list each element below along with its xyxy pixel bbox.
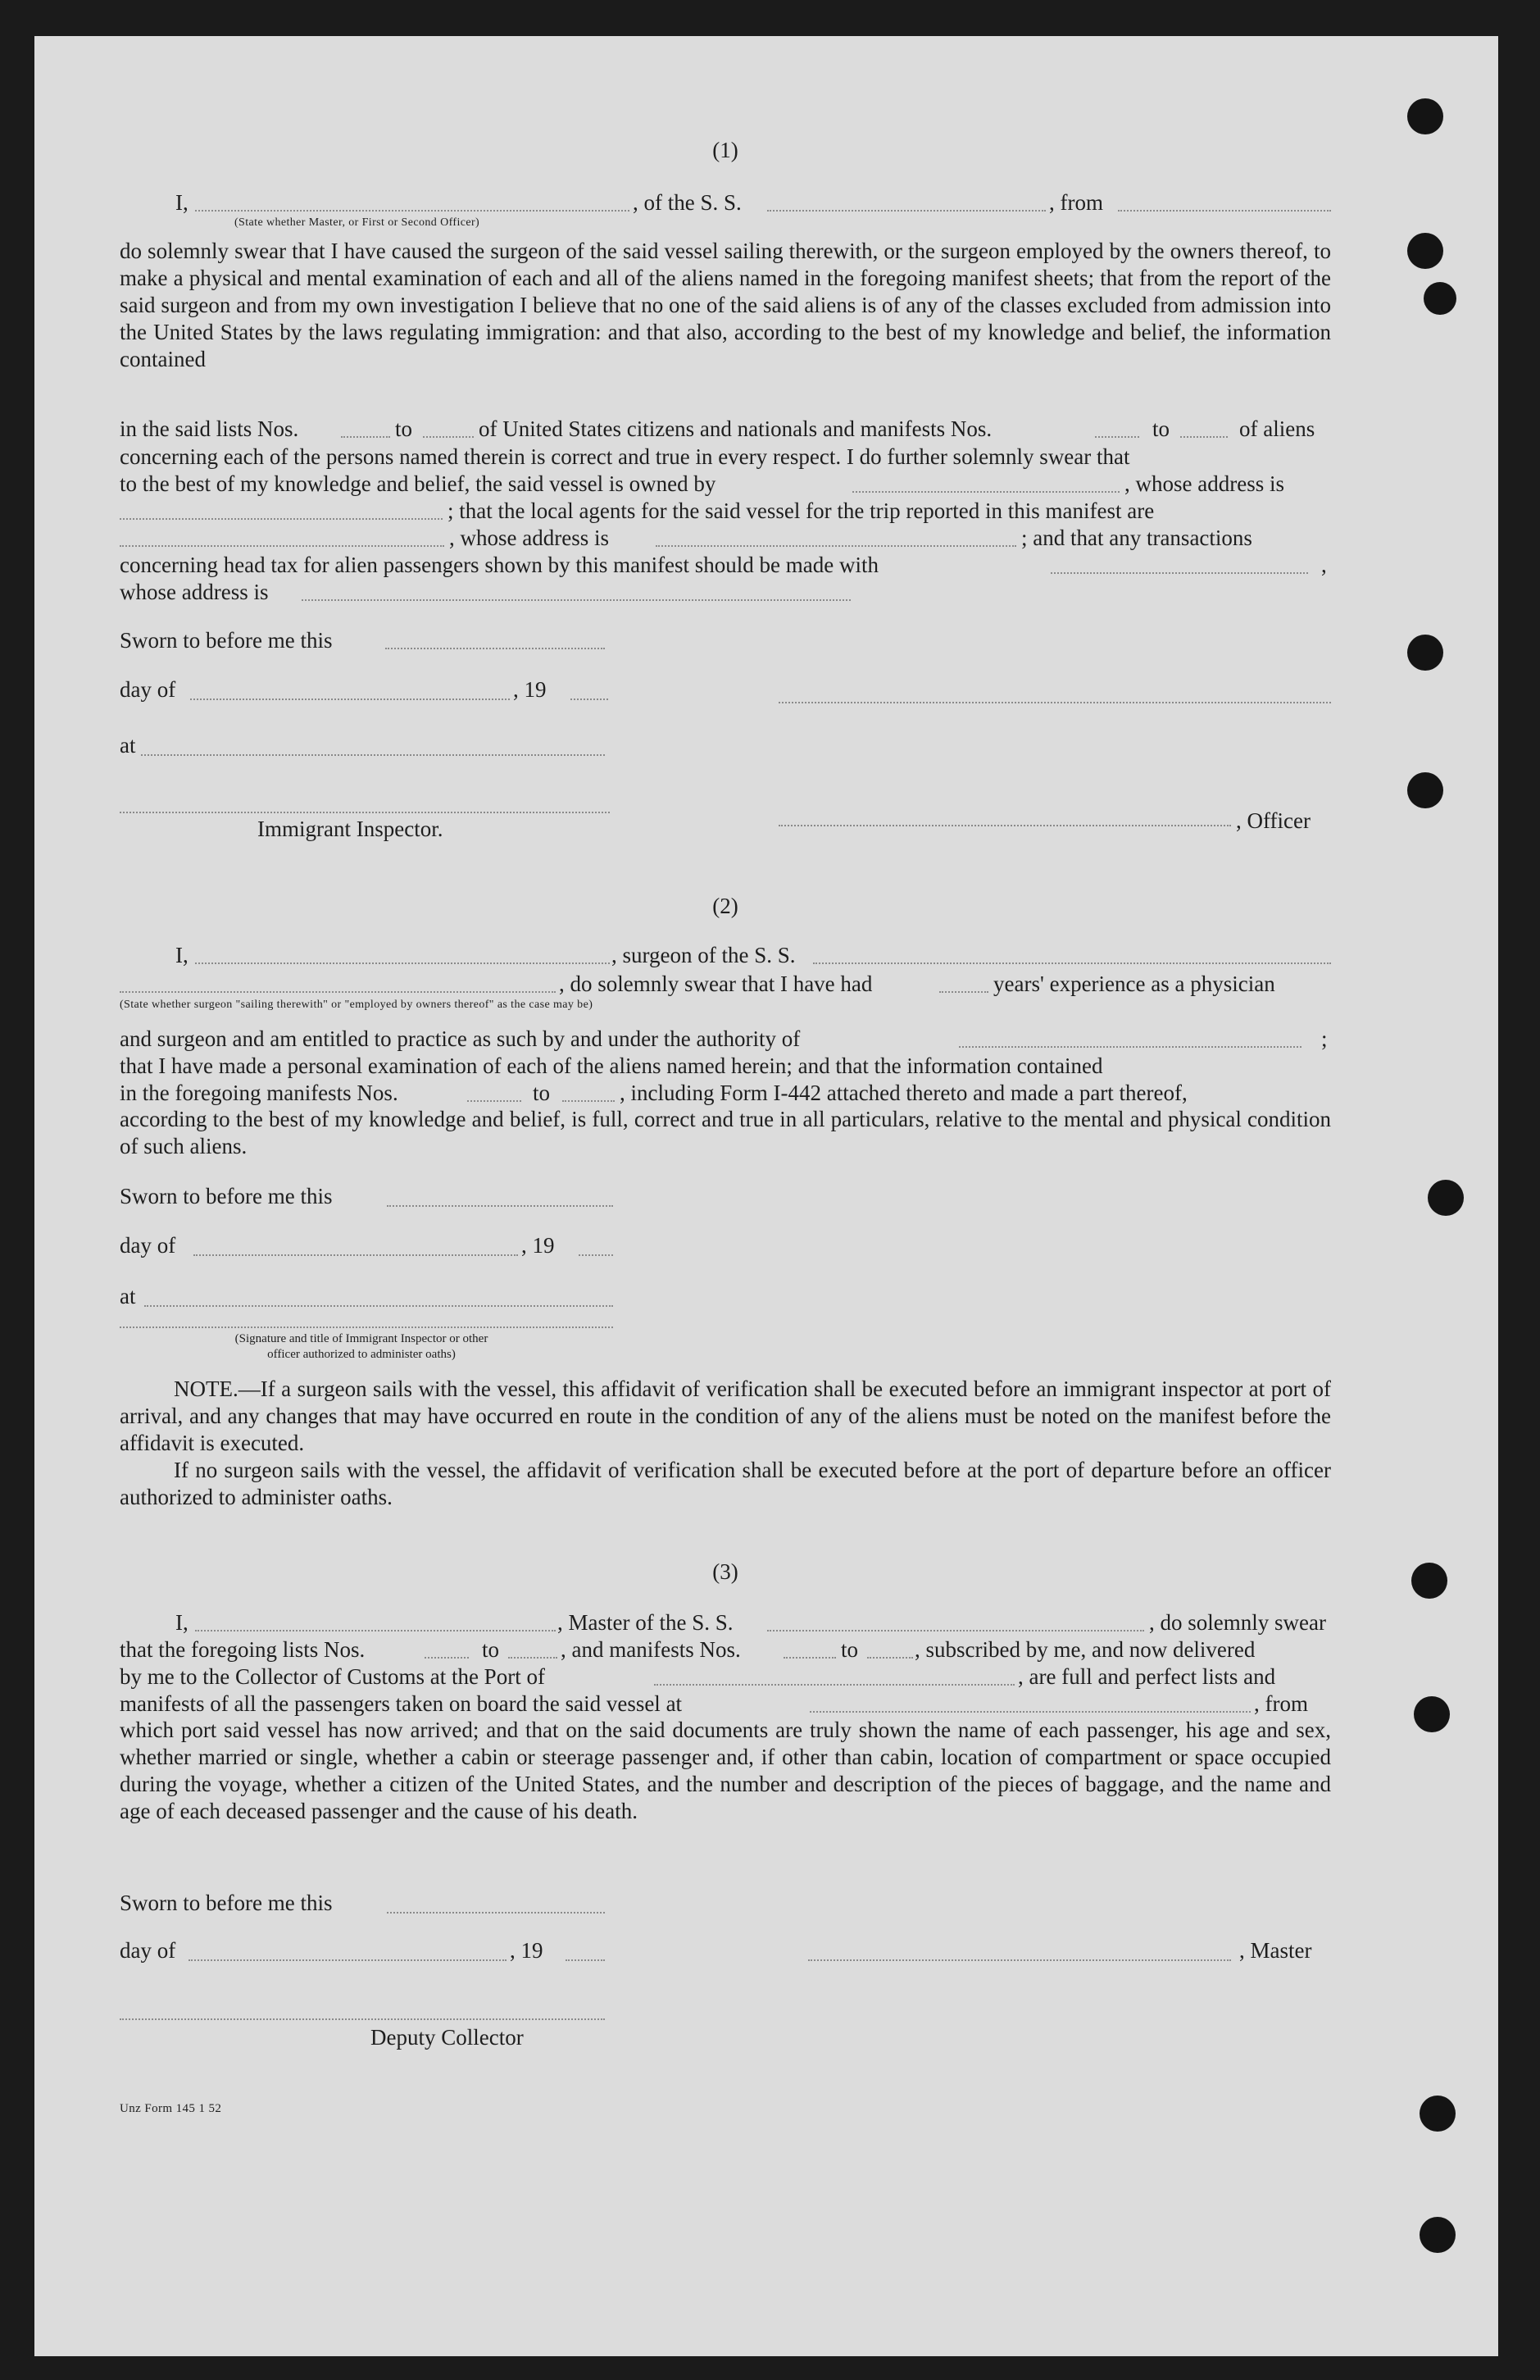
surgeon-vessel-field[interactable] [813, 962, 1331, 964]
surgeon-manifest-to-field[interactable] [562, 1100, 615, 1102]
section-2-title: (2) [712, 894, 738, 918]
port-field[interactable] [654, 1684, 1015, 1686]
binder-hole [1428, 1180, 1464, 1216]
binder-hole [1407, 98, 1443, 134]
sworn-month-field[interactable] [190, 699, 510, 700]
sworn-year-field[interactable] [570, 699, 608, 700]
section-2-line-2: , do solemnly swear that I have had years' experience as a physician [120, 970, 1331, 998]
binder-hole [1420, 2096, 1456, 2132]
section-3-dayof: day of , 19 , Master [120, 1938, 1312, 1963]
form-number: Unz Form 145 1 52 [120, 2102, 222, 2115]
binder-hole [1424, 282, 1456, 315]
agents-field[interactable] [120, 545, 444, 547]
surgeon-sworn-day-field[interactable] [387, 1205, 613, 1207]
section-2-at: at [120, 1282, 1331, 1310]
section-3-line-4: manifests of all the passengers taken on board the said vessel at , from [120, 1691, 1308, 1716]
binder-hole [1411, 1563, 1447, 1599]
owner-address-field[interactable] [120, 518, 443, 520]
section-1-owned-line: to the best of my knowledge and belief, the said vessel is owned by , whose address is [120, 471, 1284, 496]
sworn-day-field[interactable] [385, 648, 605, 649]
section-1-paragraph-1: do solemnly swear that I have caused the surgeon of the said vessel sailing therewith, or the surgeon employed by the owners thereof, to make a physical and mental examination of each and all of the aliens named in the foregoing manifest sheets; that from the report of the said surgeon and from my own investigation I believe that no one of the said aliens is of any of the classes excluded from admission into the United States by the laws regulating immigration: and that also, according to the best of my knowledge and belief, the information contained [120, 239, 1331, 371]
binder-hole [1420, 2217, 1456, 2253]
surgeon-sworn-year-field[interactable] [579, 1254, 613, 1256]
from-port-field[interactable] [1118, 210, 1331, 212]
s3-sworn-year-field[interactable] [566, 1959, 605, 1961]
section-3-line-2: that the foregoing lists Nos. to , and manifests Nos. to , subscribed by me, and now delivered [120, 1637, 1256, 1662]
s3-lists-to-field[interactable] [508, 1657, 557, 1659]
lists-nos-to-field[interactable] [423, 436, 474, 438]
section-2-sworn: Sworn to before me this [120, 1182, 1331, 1210]
label-from: , from [1049, 190, 1103, 215]
officer-note: (State whether Master, or First or Second Officer) [234, 216, 480, 229]
label-of-ss: , of the S. S. [633, 190, 742, 215]
s3-manifests-from-field[interactable] [784, 1657, 836, 1659]
s3-lists-from-field[interactable] [425, 1657, 469, 1659]
surgeon-sworn-month-field[interactable] [193, 1254, 518, 1256]
departure-port-field[interactable] [810, 1711, 1251, 1713]
section-2-manifests-line: in the foregoing manifests Nos. to , including Form I-442 attached thereto and made a part thereof, [120, 1081, 1188, 1105]
deputy-signature-field[interactable] [120, 2018, 605, 2020]
section-1-address-line: , whose address is ; and that any transactions [120, 524, 1331, 552]
binder-hole [1407, 233, 1443, 269]
section-2-paragraph-2: according to the best of my knowledge and belief, is full, correct and true in all particulars, relative to the mental and physical condition of such aliens. [120, 1107, 1331, 1158]
manifests-nos-to-field[interactable] [1180, 436, 1228, 438]
label-i: I, [175, 190, 189, 215]
binder-hole [1407, 772, 1443, 808]
master-signature-field[interactable] [779, 702, 1331, 703]
sworn-place-field[interactable] [141, 754, 605, 756]
section-2-dayof: day of , 19 [120, 1231, 1331, 1259]
master-name-field[interactable] [195, 1630, 556, 1631]
binder-hole [1407, 635, 1443, 671]
section-1-inspector: Immigrant Inspector. [257, 817, 443, 841]
section-3-line-3: by me to the Collector of Customs at the Port of , are full and perfect lists and [120, 1664, 1276, 1689]
signature-note: (Signature and title of Immigrant Inspector or other officer authorized to administer oaths) [234, 1332, 488, 1361]
section-3-sworn: Sworn to before me this [120, 1889, 1331, 1917]
officer-name-field[interactable] [195, 210, 629, 212]
section-1-agents-line: ; that the local agents for the said vessel for the trip reported in this manifest are [120, 497, 1331, 525]
lists-nos-from-field[interactable] [341, 436, 390, 438]
section-2-body-1: that I have made a personal examination of each of the aliens named herein; and that the information contained [120, 1053, 1103, 1078]
headtax-address-field[interactable] [302, 599, 851, 601]
section-3-deputy: Deputy Collector [370, 2025, 524, 2050]
section-1-nos-line: in the said lists Nos. to of United States citizens and nationals and manifests Nos. to of aliens [120, 416, 1315, 441]
surgeon-note: (State whether surgeon "sailing therewith" or "employed by owners thereof" as the case may be) [120, 999, 593, 1011]
manifests-nos-from-field[interactable] [1095, 436, 1139, 438]
s3-sworn-month-field[interactable] [189, 1959, 507, 1961]
authority-field[interactable] [959, 1046, 1302, 1048]
section-3-line-1: I, , Master of the S. S. , do solemnly swear [175, 1610, 1326, 1635]
s3-manifests-to-field[interactable] [867, 1657, 913, 1659]
s3-sworn-day-field[interactable] [387, 1912, 605, 1914]
surgeon-status-field[interactable] [120, 991, 556, 993]
section-2-line-1: I, , surgeon of the S. S. [120, 941, 1331, 969]
years-experience-field[interactable] [939, 991, 988, 993]
surgeon-name-field[interactable] [195, 962, 610, 964]
vessel-name-field[interactable] [767, 210, 1046, 212]
section-3-paragraph: which port said vessel has now arrived; and that on the said documents are truly shown the name of each passenger, his age and sex, whether married or single, whether a cabin or steerage passenger and, if other than cabin, location of compartment or space occupied during the voyage, whether a citizen of the United States, and the number and description of the pieces of baggage, and the name and age of each deceased passenger and the cause of his death. [120, 1718, 1331, 1823]
section-1-officer-line: , Officer [120, 807, 1331, 835]
agents-address-field[interactable] [656, 545, 1016, 547]
section-1-whose-line: whose address is [120, 578, 1331, 606]
master-vessel-field[interactable] [767, 1630, 1144, 1631]
section-1-dayof: day of , 19 [120, 676, 1331, 703]
form-page [34, 36, 1498, 2356]
surgeon-sworn-place-field[interactable] [144, 1305, 613, 1307]
binder-hole [1414, 1696, 1450, 1732]
owner-field[interactable] [852, 491, 1120, 493]
section-1-sworn: Sworn to before me this [120, 626, 1331, 654]
inspector-signature-line[interactable] [120, 1327, 613, 1328]
note-paragraph-1: NOTE.—If a surgeon sails with the vessel, this affidavit of verification shall be executed before an immigrant inspector at port of arrival, and any changes that may have occurred en route in the condition of any of the aliens must be noted on the manifest before the affidavit is executed. [120, 1377, 1331, 1455]
section-1-line-1 [120, 189, 1331, 216]
section-1-title: (1) [712, 138, 738, 162]
section-1-body-2: concerning each of the persons named therein is correct and true in every respect. I do further solemnly swear that [120, 444, 1130, 469]
note-paragraph-2: If no surgeon sails with the vessel, the affidavit of verification shall be executed before at the port of departure before an officer authorized to administer oaths. [120, 1458, 1331, 1509]
section-1-at: at [120, 731, 1331, 759]
section-2-authority-line: and surgeon and am entitled to practice as such by and under the authority of ; [120, 1026, 1328, 1051]
headtax-contact-field[interactable] [1051, 572, 1308, 574]
surgeon-manifest-from-field[interactable] [467, 1100, 521, 1102]
section-3-title: (3) [712, 1559, 738, 1584]
s3-master-signature-field[interactable] [808, 1959, 1231, 1961]
section-1-headtax-line: concerning head tax for alien passengers shown by this manifest should be made with , [120, 553, 1327, 577]
